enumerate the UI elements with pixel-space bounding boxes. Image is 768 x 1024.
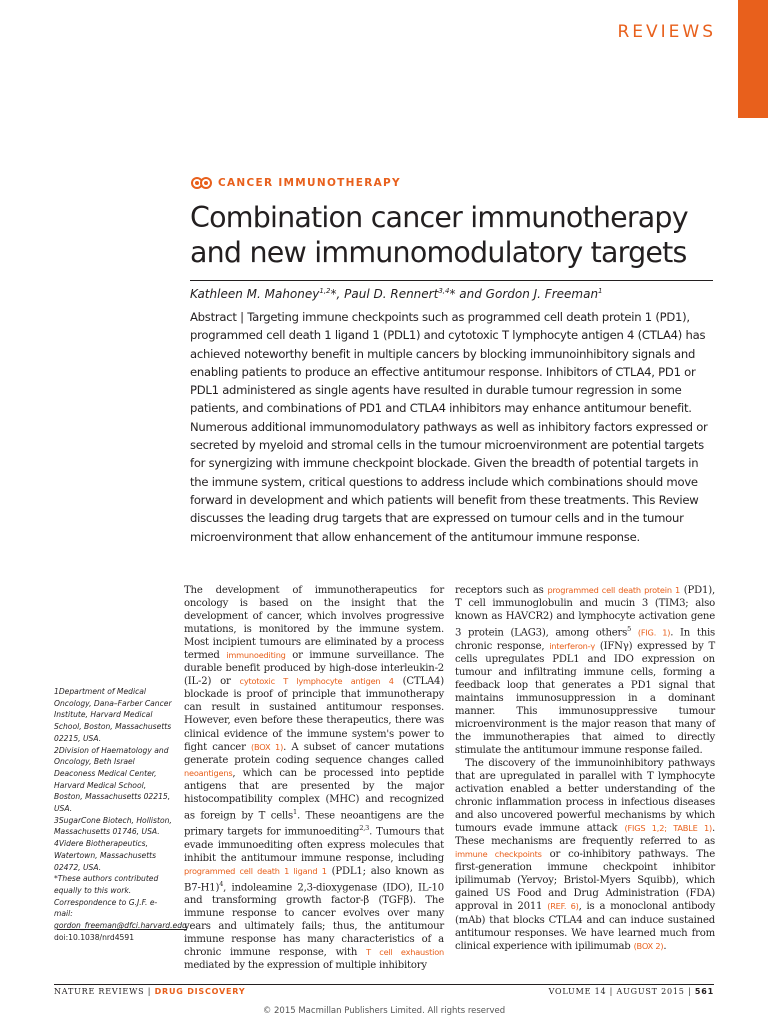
doi: doi:10.1038/nrd4591 xyxy=(54,932,135,942)
body-text xyxy=(631,628,638,639)
affiliation-item: 1Department of Medical Oncology, Dana–Farber Cancer Institute, Harvard Medical School, Boston, Massachusetts 02215, USA. xyxy=(54,687,172,743)
body-text: The development of immunotherapeutics for oncology is based on the insight that the development of cancer, which involves progressive mutations, is monitored by the immune system. Most incipient tumours are eliminated by a process termed xyxy=(184,585,444,662)
body-text: (IFNγ) expressed by T cells upregulates PDL1 and IDO expression on tumour and infiltrating immune cells, forming a feedback loop that generates a PD1 signal that maintains immunosuppression in a dominant manner. This immunosuppressive tumour microenvironment is the major reason that many of the immunotherapies that aimed to directly stimulate the antitumour immune response failed. xyxy=(455,640,715,756)
title-line-2: and new immunomodulatory targets xyxy=(190,236,687,269)
footer-volume xyxy=(549,987,714,996)
affiliation-item: 4Videre Biotherapeutics, Watertown, Massachusetts 02472, USA. xyxy=(54,839,157,872)
author-mark: * xyxy=(330,287,337,301)
affiliation-item: Correspondence to G.J.F. e-mail: xyxy=(54,897,158,919)
affiliations xyxy=(54,686,187,943)
body-paragraph xyxy=(455,584,715,757)
glossary-term[interactable]: (BOX 1) xyxy=(250,741,284,752)
body-text: . In this chronic response, xyxy=(455,627,716,652)
citation-ref: 4 xyxy=(219,879,224,888)
affiliation-item: *These authors contributed equally to this work. xyxy=(54,874,159,895)
author-name: Paul D. Rennert xyxy=(344,287,439,301)
category-tag xyxy=(190,176,401,190)
body-text: . These neoantigens are the primary targets for immunoediting xyxy=(184,810,444,838)
author-affiliation: 1 xyxy=(598,287,603,295)
concentric-circles-icon xyxy=(190,176,214,190)
author-separator: , xyxy=(336,287,345,301)
affiliation-item: 2Division of Haematology and Oncology, Beth Israel Deaconess Medical Center, Harvard Medical School, Boston, Massachusetts 02215, USA. xyxy=(54,745,171,814)
citation-ref: 5 xyxy=(627,625,632,634)
body-column-right xyxy=(455,584,715,953)
glossary-term[interactable]: (FIG. 1) xyxy=(637,627,671,638)
body-text: (PDL1; also known as B7-H1) xyxy=(184,865,444,894)
abstract: Abstract | Targeting immune checkpoints such as programmed cell death protein 1 (PD1), programmed cell death 1 ligand 1 (PDL1) and cytotoxic T lymphocyte antigen 4 (CTLA4) has achieved noteworthy benefit in multiple cancers by blocking immunoinhibitory signals and enabling patients to produce an effective antitumour response. Inhibitors of CTLA4, PD1 or PDL1 administered as single agents have resulted in durable tumour regression in some patients, and combinations of PD1 and CTLA4 inhibitors may enhance antitumour benefit. Numerous additional immunomodulatory pathways as well as inhibitory factors expressed or secreted by myeloid and stromal cells in the tumour microenvironment are potential targets for synergizing with immune checkpoint blockade. Given the breadth of potential targets in the immune system, critical questions to address include which combinations should move forward in development and which patients will benefit from these treatments. This Review discusses the leading drug targets that are expressed on tumour cells and in the tumour microenvironment that allow enhancement of the antitumour immune response. xyxy=(190,310,708,544)
glossary-term[interactable]: cytotoxic T lymphocyte antigen 4 xyxy=(239,676,394,687)
body-paragraph xyxy=(455,757,715,953)
body-text: (CTLA4) blockade is proof of principle that immunotherapy can result in sustained antitumour responses. However, even before these therapeutics, there was clinical evidence of the immune system's power to fight cancer xyxy=(184,676,444,753)
glossary-term[interactable]: (BOX 2) xyxy=(633,940,664,951)
body-paragraph xyxy=(184,584,444,972)
body-text: , which can be processed into peptide antigens that are presented by the major histocompatibility complex (MHC) and recognized as foreign by T cells xyxy=(184,767,444,822)
correspondence-email-link[interactable]: gordon_freeman@dfci.harvard.edu xyxy=(54,921,187,931)
glossary-term[interactable]: immune checkpoints xyxy=(455,849,542,860)
copyright-notice: © 2015 Macmillan Publishers Limited. All rights reserved xyxy=(262,1006,506,1016)
journal-name: NATURE REVIEWS xyxy=(54,987,145,996)
body-text: mediated by the expression of multiple inhibitory xyxy=(184,960,427,972)
affiliation-item: 3SugarCone Biotech, Holliston, Massachusetts 01746, USA. xyxy=(54,815,172,837)
body-text: . Tumours that evade immunoediting often express molecules that inhibit the antitumour immune response, including xyxy=(184,826,444,864)
author-mark: * xyxy=(449,287,456,301)
glossary-term[interactable]: programmed cell death protein 1 xyxy=(547,585,681,595)
footer-journal xyxy=(54,987,245,996)
glossary-term[interactable]: neoantigens xyxy=(184,767,233,778)
body-text: . A subset of cancer mutations generate protein coding sequence changes called xyxy=(184,741,444,766)
citation-ref: 1 xyxy=(293,807,297,816)
title-line-1: Combination cancer immunotherapy xyxy=(190,201,688,234)
page-number: 561 xyxy=(694,987,714,996)
body-text: (PD1), T cell immunoglobulin and mucin 3 (TIM3; also known as HAVCR2) and lymphocyte activation gene 3 protein (LAG3), among others xyxy=(455,585,715,639)
glossary-term[interactable]: (FIGS 1,2; TABLE 1) xyxy=(624,823,712,834)
author-list xyxy=(190,287,730,301)
body-text: . These mechanisms are frequently referred to as xyxy=(455,823,715,848)
article-title xyxy=(190,200,730,270)
category-label: CANCER IMMUNOTHERAPY xyxy=(218,177,401,189)
glossary-term[interactable]: (REF. 6) xyxy=(547,901,579,912)
author-separator: and xyxy=(455,287,486,301)
author-name: Kathleen M. Mahoney xyxy=(190,287,320,301)
glossary-term[interactable]: programmed cell death 1 ligand 1 xyxy=(184,865,327,876)
author-affiliation: 1,2 xyxy=(319,287,331,295)
journal-section: DRUG DISCOVERY xyxy=(154,987,246,996)
section-tab xyxy=(738,0,768,118)
body-text: or co-inhibitory pathways. The first-generation immune checkpoint inhibitor ipilimumab (Yervoy; Bristol-Myers Squibb), which gained US Food and Drug Administration (FDA) approval in 2011 xyxy=(455,849,715,913)
body-text: , indoleamine 2,3-dioxygenase (IDO), IL-10 and transforming growth factor-β (TGFβ). The immune response to cancer evolves over many years and ultimately fails; thus, the antitumour immune response has many characteristics of a chronic immune response, with xyxy=(184,882,444,959)
body-text: The discovery of the immunoinhibitory pathways that are upregulated in parallel with T lymphocyte activation enabled a better understanding of the chronic inflammation process in infectious diseases and also uncovered powerful mechanisms by which tumours evade immune attack xyxy=(455,757,715,835)
volume-info: VOLUME 14 | AUGUST 2015 | xyxy=(548,987,695,996)
body-text: , is a monoclonal antibody (mAb) that blocks CTLA4 and can induce sustained antitumour responses. We have learned much from clinical experience with ipilimumab xyxy=(455,901,715,952)
glossary-term[interactable]: immunoediting xyxy=(226,650,286,661)
footer-separator: | xyxy=(144,987,155,996)
author-affiliation: 3,4 xyxy=(438,287,450,295)
body-column-left xyxy=(184,584,444,972)
glossary-term[interactable]: interferon-γ xyxy=(549,640,596,651)
citation-ref: 2,3 xyxy=(359,824,370,833)
footer-divider xyxy=(54,984,714,985)
glossary-term[interactable]: T cell exhaustion xyxy=(366,947,444,958)
section-label: REVIEWS xyxy=(617,22,716,42)
body-text: or immune surveillance. The durable benefit produced by high-dose interleukin-2 (IL-2) or xyxy=(184,650,444,688)
body-text: . xyxy=(663,940,667,952)
author-name: Gordon J. Freeman xyxy=(485,287,599,301)
body-text: receptors such as xyxy=(455,585,548,596)
title-divider xyxy=(190,280,713,281)
affiliation-list xyxy=(54,686,187,932)
